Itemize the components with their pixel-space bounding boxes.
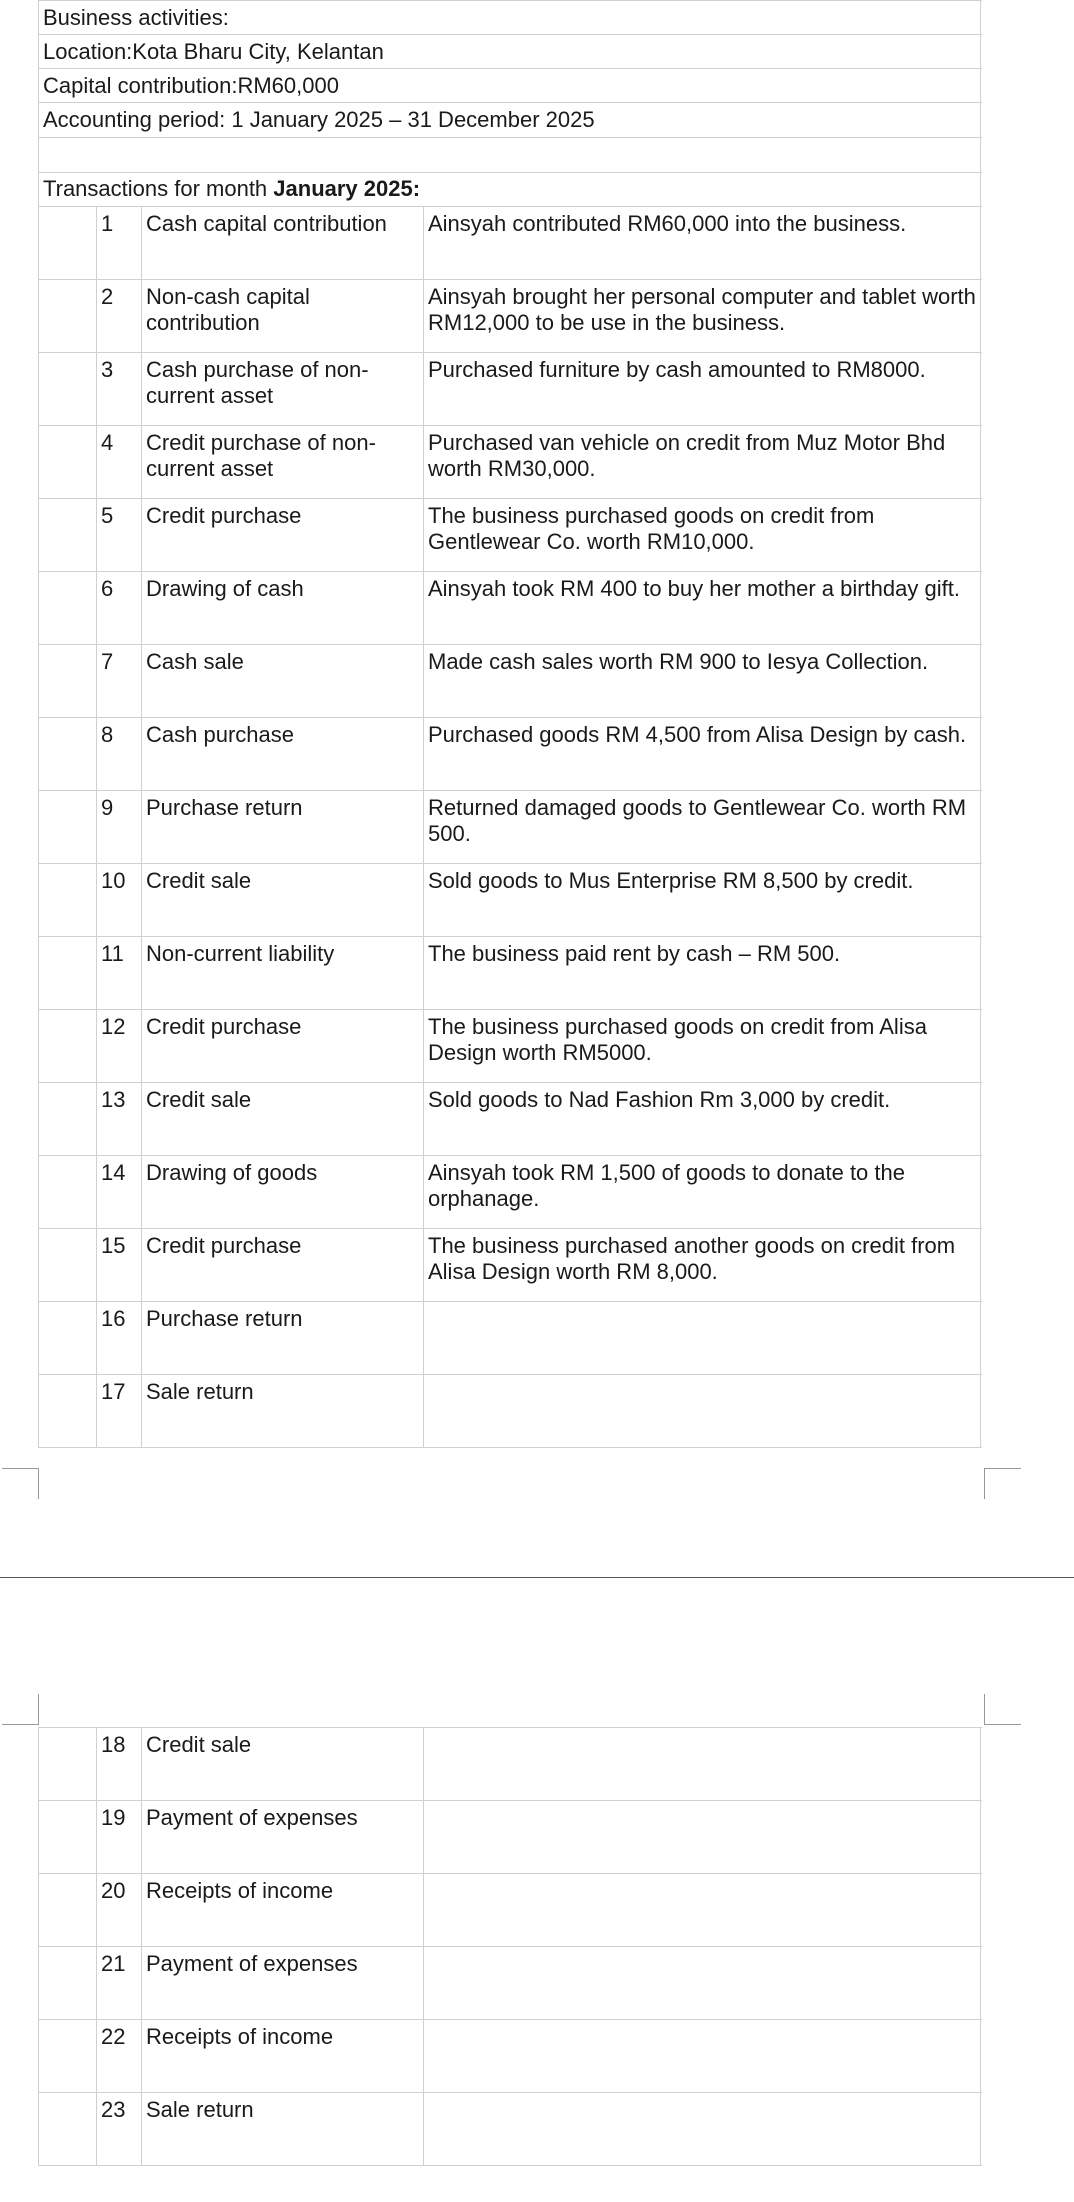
transactions-prefix: Transactions for month <box>43 176 274 201</box>
row-number: 1 <box>101 211 114 236</box>
row-number: 17 <box>101 1379 126 1404</box>
transaction-description: Ainsyah brought her personal computer and tablet worth RM12,000 to be use in the business. <box>428 284 976 335</box>
table-rule <box>38 790 982 791</box>
transaction-type: Payment of expenses <box>146 1805 358 1830</box>
row-number: 16 <box>101 1306 126 1331</box>
row-number: 18 <box>101 1732 126 1757</box>
transaction-type: Credit sale <box>146 1732 252 1757</box>
row-number: 2 <box>101 284 114 309</box>
table-column-rule <box>96 206 97 1447</box>
transaction-description: Ainsyah contributed RM60,000 into the business. <box>428 211 907 236</box>
transaction-type: Non-cash capital contribution <box>146 284 310 335</box>
transaction-description: Ainsyah took RM 1,500 of goods to donate to the orphanage. <box>428 1160 905 1211</box>
row-number: 11 <box>101 941 124 966</box>
transaction-type: Cash capital contribution <box>146 211 387 236</box>
transaction-type: Credit sale <box>146 1087 252 1112</box>
transaction-type: Credit purchase <box>146 503 302 528</box>
table-rule <box>38 2092 982 2093</box>
transaction-description: The business purchased goods on credit from Alisa Design worth RM5000. <box>428 1014 927 1065</box>
accounting-period-text: Accounting period: 1 January 2025 – 31 December 2025 <box>43 107 595 132</box>
table-column-rule <box>38 206 39 1447</box>
table-rule <box>38 1873 982 1874</box>
row-number: 7 <box>101 649 114 674</box>
table-rule <box>38 936 982 937</box>
transaction-type: Credit purchase of non-current asset <box>146 430 376 481</box>
transaction-description: Purchased van vehicle on credit from Muz Motor Bhd worth RM30,000. <box>428 430 946 481</box>
page-corner-mark <box>984 1694 1021 1725</box>
page-break-line <box>0 1577 1074 1578</box>
row-number: 22 <box>101 2024 126 2049</box>
transaction-type: Purchase return <box>146 1306 303 1331</box>
row-number: 12 <box>101 1014 126 1039</box>
row-number: 6 <box>101 576 114 601</box>
transaction-description: Made cash sales worth RM 900 to Iesya Collection. <box>428 649 929 674</box>
row-number: 4 <box>101 430 114 455</box>
transactions-month: January 2025: <box>273 176 421 201</box>
table-rule <box>38 279 982 280</box>
location-text: Location:Kota Bharu City, Kelantan <box>43 39 384 64</box>
transaction-description: Purchased goods RM 4,500 from Alisa Design by cash. <box>428 722 967 747</box>
transaction-description: Returned damaged goods to Gentlewear Co. worth RM 500. <box>428 795 967 846</box>
table-rule <box>38 1374 982 1375</box>
row-number: 9 <box>101 795 114 820</box>
transaction-type: Drawing of cash <box>146 576 304 601</box>
row-number: 21 <box>101 1951 126 1976</box>
transaction-description: The business purchased goods on credit from Gentlewear Co. worth RM10,000. <box>428 503 875 554</box>
table-rule <box>38 644 982 645</box>
row-number: 19 <box>101 1805 126 1830</box>
transaction-type: Purchase return <box>146 795 303 820</box>
transaction-type: Cash purchase <box>146 722 294 747</box>
row-number: 3 <box>101 357 114 382</box>
page-corner-mark <box>2 1694 39 1725</box>
transaction-description: The business purchased another goods on credit from Alisa Design worth RM 8,000. <box>428 1233 956 1284</box>
table-rule <box>38 863 982 864</box>
transaction-type: Credit purchase <box>146 1014 302 1039</box>
transaction-description: Sold goods to Mus Enterprise RM 8,500 by credit. <box>428 868 914 893</box>
row-number: 8 <box>101 722 114 747</box>
transaction-type: Payment of expenses <box>146 1951 358 1976</box>
transaction-description: Purchased furniture by cash amounted to RM8000. <box>428 357 926 382</box>
transactions-heading <box>43 176 420 202</box>
table-rule <box>38 1800 982 1801</box>
table-rule <box>38 352 982 353</box>
transaction-type: Cash purchase of non-current asset <box>146 357 369 408</box>
page-corner-mark <box>984 1468 1021 1499</box>
table-rule <box>38 1727 982 1728</box>
table-rule <box>38 1155 982 1156</box>
row-number: 15 <box>101 1233 126 1258</box>
table-rule <box>38 2019 982 2020</box>
transaction-type: Receipts of income <box>146 2024 334 2049</box>
table-rule <box>38 1228 982 1229</box>
transaction-description: Sold goods to Nad Fashion Rm 3,000 by credit. <box>428 1087 891 1112</box>
transaction-type: Receipts of income <box>146 1878 334 1903</box>
table-rule <box>38 1946 982 1947</box>
table-column-rule <box>980 206 981 1447</box>
table-rule <box>38 206 982 207</box>
business-activities-label: Business activities: <box>43 5 229 30</box>
row-number: 5 <box>101 503 114 528</box>
row-number: 13 <box>101 1087 126 1112</box>
table-column-rule <box>141 206 142 1447</box>
table-column-rule <box>423 206 424 1447</box>
transaction-type: Non-current liability <box>146 941 335 966</box>
transaction-type: Cash sale <box>146 649 244 674</box>
transaction-description: The business paid rent by cash – RM 500. <box>428 941 841 966</box>
table-rule <box>38 1082 982 1083</box>
table-rule <box>38 717 982 718</box>
transaction-type: Credit sale <box>146 868 252 893</box>
capital-contribution-text: Capital contribution:RM60,000 <box>43 73 339 98</box>
page-corner-mark <box>2 1468 39 1499</box>
row-number: 10 <box>101 868 126 893</box>
table-rule <box>38 1447 982 1448</box>
row-number: 20 <box>101 1878 126 1903</box>
row-number: 14 <box>101 1160 126 1185</box>
transaction-type: Sale return <box>146 2097 254 2122</box>
transaction-description: Ainsyah took RM 400 to buy her mother a birthday gift. <box>428 576 960 601</box>
table-rule <box>38 498 982 499</box>
row-number: 23 <box>101 2097 126 2122</box>
transaction-type: Sale return <box>146 1379 254 1404</box>
table-rule <box>38 425 982 426</box>
table-rule <box>38 1009 982 1010</box>
table-rule <box>38 571 982 572</box>
transaction-type: Drawing of goods <box>146 1160 318 1185</box>
table-rule <box>38 2165 982 2166</box>
table-rule <box>38 1301 982 1302</box>
transaction-type: Credit purchase <box>146 1233 302 1258</box>
